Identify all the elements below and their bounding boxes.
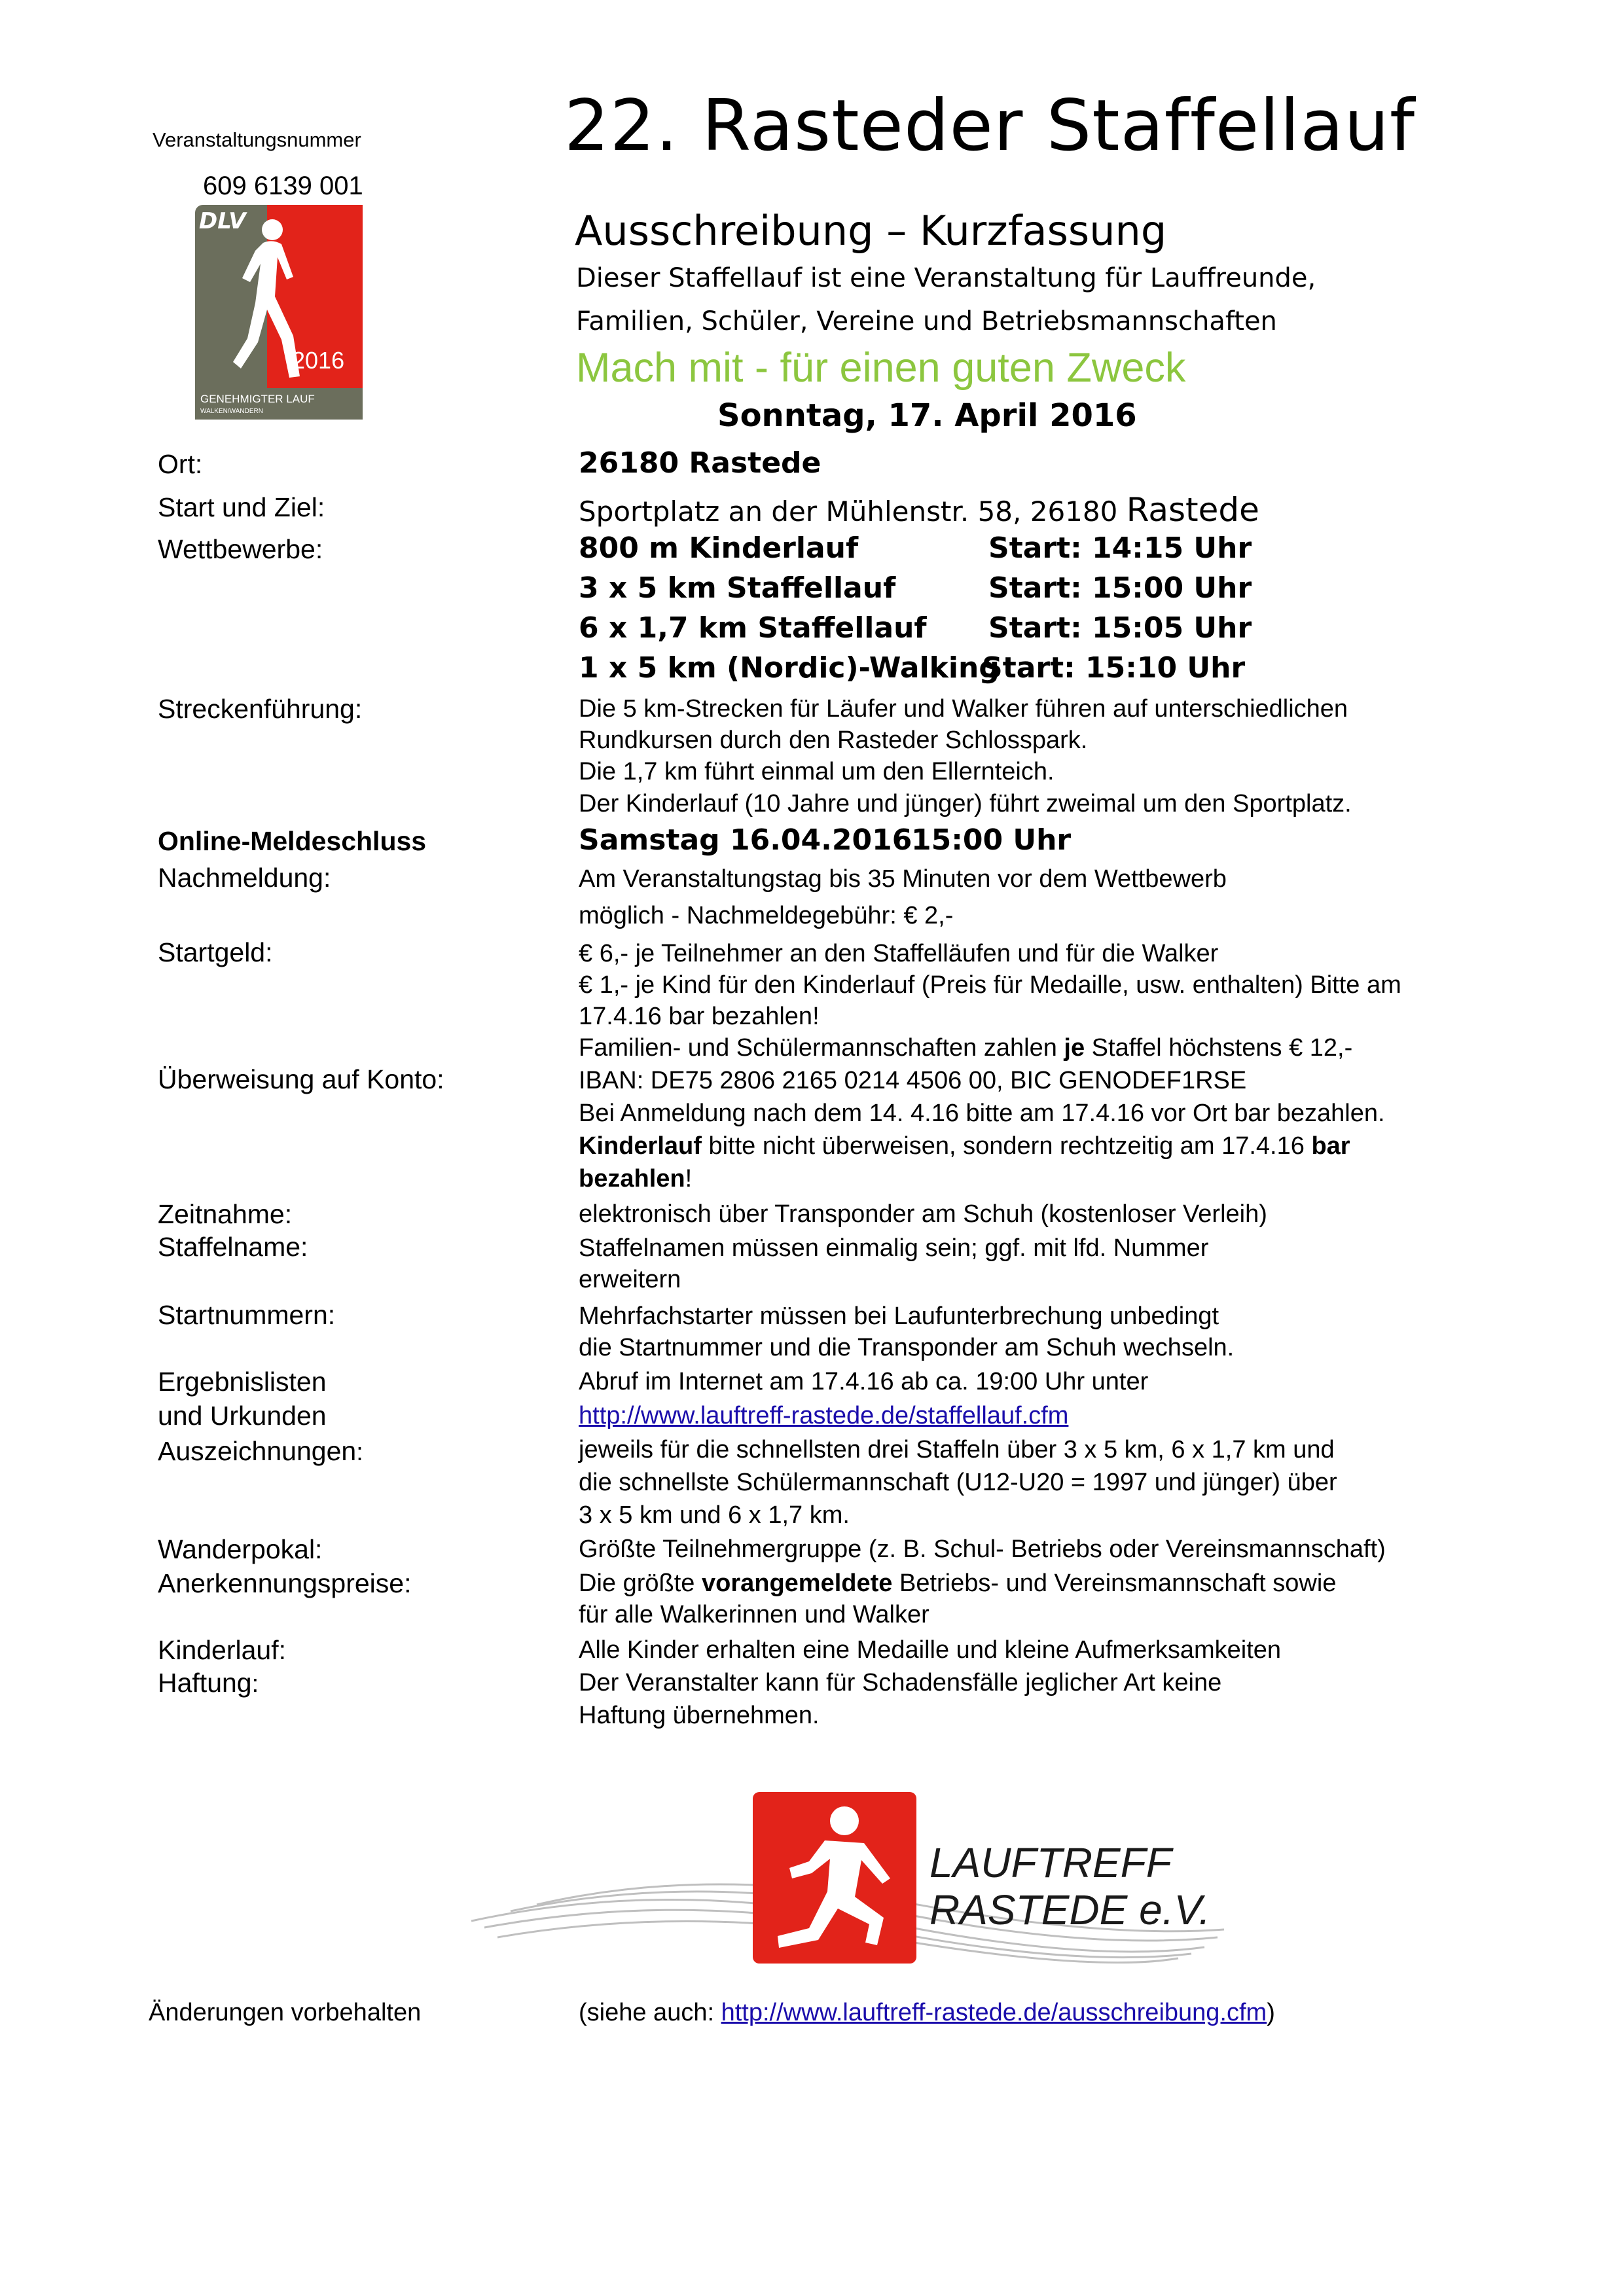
intro-line-2: Familien, Schüler, Vereine und Betriebsmannschaften: [576, 306, 1277, 336]
lauftreff-line1: LAUFTREFF: [929, 1839, 1172, 1886]
auszeichnungen-line-2: die schnellste Schülermannschaft (U12-U20 = 1997 und jünger) über: [579, 1469, 1337, 1496]
startgeld-line-1: € 6,- je Teilnehmer an den Staffelläufen und für die Walker: [579, 940, 1219, 967]
startnummern-line-2: die Startnummer und die Transponder am Schuh wechseln.: [579, 1334, 1235, 1361]
anerkennung-line-2: für alle Walkerinnen und Walker: [579, 1601, 929, 1628]
label-startgeld: Startgeld:: [158, 937, 273, 967]
footer-right: [579, 1999, 1275, 2027]
dlv-logo: [195, 205, 363, 420]
label-startnummern: Startnummern:: [158, 1300, 336, 1330]
meldeschluss-date: Samstag 16.04.2016: [579, 823, 912, 857]
konto-line-1: IBAN: DE75 2806 2165 0214 4506 00, BIC GENODEF1RSE: [579, 1067, 1247, 1094]
startnummern-line-1: Mehrfachstarter müssen bei Laufunterbrechung unbedingt: [579, 1302, 1219, 1330]
label-konto: Überweisung auf Konto:: [158, 1064, 444, 1094]
konto-line-3-bold-c: bar: [1311, 1132, 1350, 1160]
label-urkunden: und Urkunden: [158, 1401, 327, 1431]
value-ort: 26180 Rastede: [579, 446, 821, 480]
nachmeldung-line-2: möglich - Nachmeldegebühr: € 2,-: [579, 902, 954, 929]
strecke-line-3: Die 1,7 km führt einmal um den Ellernteich.: [579, 758, 1055, 785]
footer-right-prefix: (siehe auch:: [579, 1999, 721, 2026]
label-kinderlauf: Kinderlauf:: [158, 1635, 287, 1665]
startgeld-line-4-a: Familien- und Schülermannschaften zahlen: [579, 1034, 1064, 1062]
meldeschluss-time: 15:00 Uhr: [911, 823, 1072, 857]
wettbewerb-3-name: 6 x 1,7 km Staffellauf: [579, 611, 927, 645]
startgeld-line-4-c: Staffel höchstens € 12,-: [1085, 1034, 1353, 1062]
lauftreff-rastede-logo: [471, 1780, 1231, 1977]
haftung-label-colon: :: [251, 1670, 259, 1698]
ergebnis-line-1: Abruf im Internet am 17.4.16 ab ca. 19:00 Uhr unter: [579, 1368, 1149, 1395]
startgeld-line-4: [579, 1034, 1352, 1062]
auszeichnungen-label-colon: :: [356, 1439, 363, 1466]
lauftreff-line2: RASTEDE e.V.: [929, 1886, 1211, 1933]
label-strecke: Streckenführung:: [158, 694, 363, 724]
auszeichnungen-line-1: jeweils für die schnellsten drei Staffeln über 3 x 5 km, 6 x 1,7 km und: [579, 1436, 1335, 1463]
label-staffelname: Staffelname:: [158, 1232, 308, 1262]
ergebnis-link-line: [579, 1402, 1068, 1430]
intro-line-1: Dieser Staffellauf ist eine Veranstaltung für Lauffreunde,: [576, 263, 1316, 293]
konto-line-4-bold: bezahlen: [579, 1165, 685, 1193]
konto-line-3-bold-a: Kinderlauf: [579, 1132, 702, 1160]
label-zeitnahme: Zeitnahme:: [158, 1199, 293, 1229]
footer-left: Änderungen vorbehalten: [149, 1999, 422, 2026]
zeitnahme-value: elektronisch über Transponder am Schuh (kostenloser Verleih): [579, 1200, 1267, 1228]
wettbewerb-4-start: Start: 15:10 Uhr: [982, 651, 1246, 685]
wettbewerb-2-start: Start: 15:00 Uhr: [988, 571, 1252, 605]
dlv-line1: GENEHMIGTER LAUF: [200, 393, 315, 405]
ergebnis-link[interactable]: http://www.lauftreff-rastede.de/staffellauf.cfm: [579, 1402, 1069, 1429]
konto-line-2: Bei Anmeldung nach dem 14. 4.16 bitte am 17.4.16 vor Ort bar bezahlen.: [579, 1100, 1385, 1127]
label-nachmeldung: Nachmeldung:: [158, 863, 331, 893]
start-ziel-address: Sportplatz an der Mühlenstr. 58, 26180: [579, 495, 1127, 528]
wettbewerb-3-start: Start: 15:05 Uhr: [988, 611, 1252, 645]
wettbewerb-2-name: 3 x 5 km Staffellauf: [579, 571, 896, 605]
konto-line-4-b: !: [685, 1165, 693, 1193]
haftung-label-text: Haftung: [158, 1668, 252, 1698]
staffelname-line-1: Staffelnamen müssen einmalig sein; ggf. mit lfd. Nummer: [579, 1234, 1209, 1262]
konto-line-3-b: bitte nicht überweisen, sondern rechtzeitig am 17.4.16: [701, 1132, 1312, 1160]
slogan: Mach mit - für einen guten Zweck: [576, 345, 1186, 391]
anerkennung-line-1: [579, 1570, 1336, 1598]
startgeld-line-4-bold: je: [1064, 1034, 1085, 1062]
haftung-line-1: Der Veranstalter kann für Schadensfälle jeglicher Art keine: [579, 1669, 1222, 1696]
nachmeldung-line-1: Am Veranstaltungstag bis 35 Minuten vor dem Wettbewerb: [579, 865, 1227, 893]
startgeld-line-2: € 1,- je Kind für den Kinderlauf (Preis für Medaille, usw. enthalten) Bitte am: [579, 971, 1401, 999]
event-date: Sonntag, 17. April 2016: [717, 397, 1137, 434]
kinderlauf-value: Alle Kinder erhalten eine Medaille und kleine Aufmerksamkeiten: [579, 1636, 1282, 1664]
wanderpokal-value: Größte Teilnehmergruppe (z. B. Schul- Betriebs oder Vereinsmannschaft): [579, 1535, 1386, 1563]
wettbewerb-4-name: 1 x 5 km (Nordic)-Walking: [579, 651, 1000, 685]
auszeichnungen-line-3: 3 x 5 km und 6 x 1,7 km.: [579, 1501, 850, 1529]
page-title: 22. Rasteder Staffellauf: [564, 85, 1415, 167]
start-ziel-town: Rastede: [1126, 491, 1259, 529]
auszeichnungen-label-text: Auszeichnungen: [158, 1436, 357, 1466]
anerkennung-line-1-bold: vorangemeldete: [701, 1570, 893, 1597]
label-ergebnislisten: Ergebnislisten: [158, 1367, 327, 1397]
label-meldeschluss: Online-Meldeschluss: [158, 826, 427, 856]
anerkennung-line-1-a: Die größte: [579, 1570, 702, 1597]
wettbewerb-1-start: Start: 14:15 Uhr: [988, 531, 1252, 565]
anerkennung-line-1-c: Betriebs- und Vereinsmannschaft sowie: [892, 1570, 1337, 1597]
label-anerkennungspreise: Anerkennungspreise:: [158, 1568, 412, 1598]
wettbewerb-1-name: 800 m Kinderlauf: [579, 531, 859, 565]
ausschreibung-link[interactable]: http://www.lauftreff-rastede.de/ausschreibung.cfm: [721, 1999, 1267, 2026]
staffelname-line-2: erweitern: [579, 1266, 681, 1293]
veranstaltungsnummer-label: Veranstaltungsnummer: [153, 128, 361, 151]
veranstaltungsnummer-value: 609 6139 001: [203, 171, 363, 200]
strecke-line-1: Die 5 km-Strecken für Läufer und Walker führen auf unterschiedlichen: [579, 695, 1348, 723]
label-ort: Ort:: [158, 449, 203, 479]
label-haftung: [158, 1668, 259, 1698]
konto-line-3: [579, 1132, 1350, 1160]
subtitle: Ausschreibung – Kurzfassung: [575, 207, 1167, 255]
label-auszeichnungen: [158, 1436, 363, 1467]
konto-line-4: [579, 1165, 692, 1193]
label-start-ziel: Start und Ziel:: [158, 492, 325, 522]
dlv-line2: WALKEN/WANDERN: [200, 408, 263, 415]
dlv-year: 2016: [292, 347, 345, 374]
footer-right-suffix: ): [1267, 1999, 1275, 2026]
strecke-line-4: Der Kinderlauf (10 Jahre und jünger) führt zweimal um den Sportplatz.: [579, 790, 1352, 817]
startgeld-line-3: 17.4.16 bar bezahlen!: [579, 1003, 820, 1030]
dlv-brand: DLV: [199, 208, 246, 234]
haftung-line-2: Haftung übernehmen.: [579, 1702, 820, 1729]
label-wettbewerbe: Wettbewerbe:: [158, 534, 323, 564]
strecke-line-2: Rundkursen durch den Rasteder Schlosspark.: [579, 726, 1088, 754]
value-start-ziel: [579, 491, 1259, 529]
label-wanderpokal: Wanderpokal:: [158, 1534, 323, 1564]
